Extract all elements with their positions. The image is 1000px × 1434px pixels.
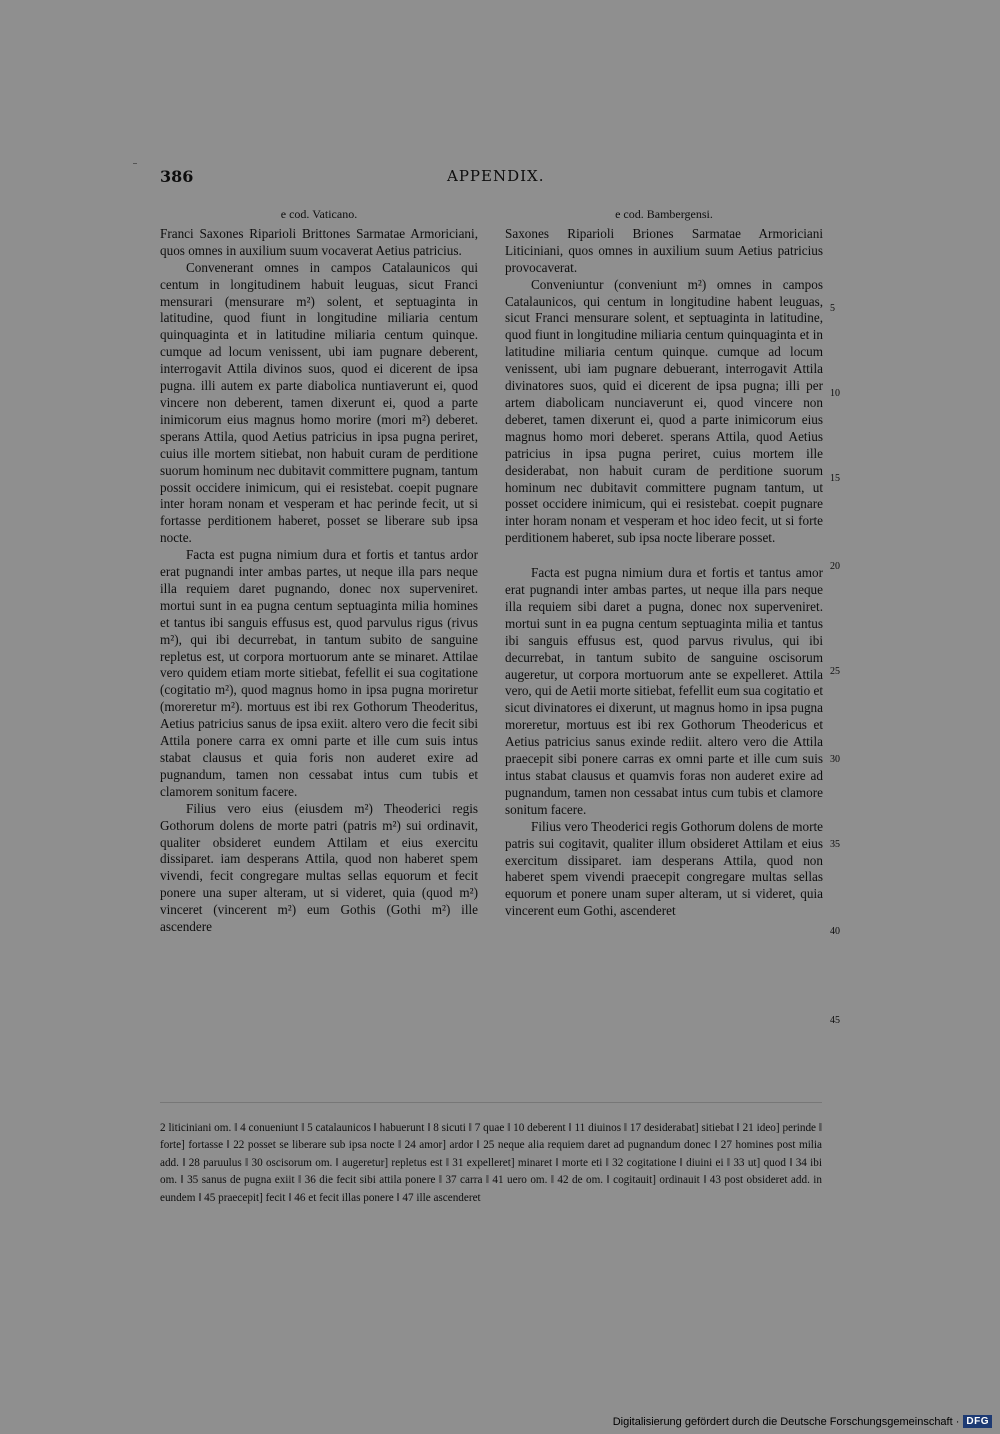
- right-paragraph-4: Filius vero Theoderici regis Gothorum dolens de morte patris sui cogitavit, qualiter illum obsideret Attilam et eius exercitum dissiparet. iam desperans Attila, quod non haberet spem vivendi praecepit congregare multas sellas equorum et ponere unam super alteram, ut si videret, quia vincerent eum Gothi, ascenderet: [505, 818, 823, 919]
- line-number: 30: [830, 754, 840, 765]
- left-paragraph-1: Franci Saxones Riparioli Brittones Sarmatae Armoriciani, quos omnes in auxilium suum vocaverat Aetius patricius.: [160, 225, 478, 258]
- left-paragraph-4: Filius vero eius (eiusdem m²) Theoderici regis Gothorum dolens de morte patri (patris m²) sui ordinavit, qualiter obsideret eundem Attilam et eius exercitu dissiparet. iam desperans Attila, quod non haberet spem vivendi, fecit congregare multas sellas equorum et fecit ponere una super alteram, ut si videret, quia (quod m²) vinceret (vincerent m²) eum Gothis (Gothi m²) ille ascendere: [160, 800, 478, 935]
- line-number: 15: [830, 473, 840, 484]
- line-number: 25: [830, 666, 840, 677]
- dfg-logo: DFG: [963, 1415, 992, 1428]
- line-number: 40: [830, 926, 840, 937]
- line-number: 5: [830, 303, 835, 314]
- page-number: 386: [160, 167, 194, 186]
- running-title: APPENDIX.: [447, 167, 545, 185]
- left-paragraph-2: Convenerant omnes in campos Catalaunicos qui centum in longitudinem habuit leuguas, sicut Franci mensurari (mensurare m²) solent, et septuaginta in latitudine, quod fiunt in longitudine miliaria centum quinquaginta et in latitudine miliaria centum quinque. cumque ad locum venissent, ubi iam pugnare deberent, interrogavit Attila divinos suos, quod ei dicerent de ipsa pugna. illi autem ex parte diabolica nuntiaverunt ei, quod vincere non deberent, tamen dixerunt ei, quod a parte inimicorum eius magnus homo morire (mori m²) deberet. sperans Attila, quod Aetius patricius in ipsa pugna periret, cuius ille mortem sitiebat, non habuit curam de perditione suorum hominum nec dubitavit committere pugnam, tantum possit occidere inimicum, qui ei resistebat. coepit pugnare inter horam nonam et vesperam et hac perinde fecit, ut si fortasse perditionem haberet, posset se liberare sub ipsa nocte.: [160, 259, 478, 546]
- right-paragraph-1: Saxones Riparioli Briones Sarmatae Armoriciani Liticiniani, quos omnes in auxilium suum Aetius patricius provocaverat.: [505, 225, 823, 275]
- left-column: [160, 206, 478, 936]
- left-column-title: e cod. Vaticano.: [280, 207, 358, 221]
- critical-apparatus: 2 liticiniani om. ‖ 4 conueniunt ‖ 5 catalaunicos ‖ habuerunt ‖ 8 sicuti ‖ 7 quae ‖ 10 deberent ‖ 11 diuinos ‖ 17 desiderabat] sitiebat ‖ 21 ideo] perinde ‖ forte] fortasse ‖ 22 posset se liberare sub ipsa nocte ‖ 24 amor] ardor ‖ 25 neque alia requiem daret ad pugnandum donec ‖ 27 homines post milia add. ‖ 28 paruulus ‖ 30 oscisorum om. ‖ augeretur] repletus est ‖ 31 expelleret] minaret ‖ morte eti ‖ 32 cogitatione ‖ diuini ei ‖ 33 ut] quod ‖ 34 ibi om. ‖ 35 sanus de pugna exiit ‖ 36 die fecit sibi attila ponere ‖ 37 carra ‖ 41 uero om. ‖ 42 de om. ‖ cogitauit] ordinauit ‖ 43 post obsideret add. in eundem ‖ 45 praecepit] fecit ‖ 46 et fecit illas ponere ‖ 47 ille ascenderet: [160, 1122, 822, 1204]
- line-number: 45: [830, 1015, 840, 1026]
- right-paragraph-2: Conveniuntur (conveniunt m²) omnes in campos Catalaunicos, qui centum in longitudine habent leuguas, sicut Franci mensurare solent, et septuaginta in latitudine, quod fiunt in longitudine miliaria centum quinquaginta et in latitudine miliaria centum quinque. cumque ad locum venissent, ubi iam pugnare debuerant, interrogavit Attila divinatores suos, quid ei dicerent de ipsa pugna; illi per artem diabolicam nunciaverunt ei, quod vincere non deberet, tamen dixerunt ei, quod a parte inimicorum eius magnus homo mori deberet. sperans Attila, quod Aetius patricius in ipsa pugna periret, cuius mortem ille desiderabat, non habuit curam de perditione suorum hominum nec dubitavit committere pugnam tantum, ut posset occidere inimicum, qui ei resistebat. coepit pugnare inter horam nonam et vesperam et hoc ideo fecit, ut si forte perditionem haberet, sub ipsa nocte liberare posset.: [505, 276, 823, 546]
- line-number: 10: [830, 388, 840, 399]
- left-paragraph-3: Facta est pugna nimium dura et fortis et tantus ardor erat pugnandi inter ambas partes, ut neque illa pars neque illa requiem daret pugnando, donec nox superveniret. mortui sunt in ea pugna centum septuaginta milia homines et tantus ibi sanguis effusus est, quod parvulus rigus (rivus m²), qui ibi decurrebat, in tantum subito de sanguine repletus est, ut corpora mortuorum ante se minaret. Attilae vero quidem etiam morte sitiebat, fefellit ei sua cogitatione (cogitatio m²), quod magnus homo in ipsa pugna moriretur (moreretur m²). mortuus est ibi rex Gothorum Theoderitus, Aetius patricius sanus de ipsa exiit. altero vero die fecit sibi Attila ponere carra ex omni parte et ille cum suis intus stabat clausus et quia foris non auderet exire ad pugnandum, tamen non cessabat intus cum tubis et clamorem sonitum facere.: [160, 547, 478, 799]
- right-column: [505, 206, 823, 920]
- right-paragraph-3: Facta est pugna nimium dura et fortis et tantus amor erat pugnandi inter ambas partes, ut neque illa pars neque illa requiem sibi daret a pugna, donec nox superveniret. mortui sunt in ea pugna centum septuaginta milia et tantus ibi sanguis effusus est, quod parvus rivulus, qui ibi decurrebat, in tantum subito de sanguine oscisorum augeretur, ut corpora mortuorum ante se expelleret. Attila vero, qui de Aetii morte sitiebat, fefellit eum sua cogitatio et sicut divinatores ei dixerunt, ut magnus homo in ipsa pugna moreretur, mortuus est ibi rex Gothorum Theodericus et Aetius patricius sanus exinde rediit. altero vero die Attila praecepit sibi ponere carras ex omni parte et ille cum suis intus stabat clausus et quamvis foras non auderet exire ad pugnandum, tamen non cessabat intus cum tubis et clamore sonitum facere.: [505, 565, 823, 817]
- footer: [613, 1415, 992, 1428]
- margin-mark: [133, 163, 137, 164]
- footnote-divider: [160, 1102, 822, 1103]
- footer-credit: Digitalisierung gefördert durch die Deutsche Forschungsgemeinschaft ·: [612, 1415, 960, 1428]
- right-column-title: e cod. Bambergensi.: [615, 207, 713, 221]
- line-number: 35: [830, 839, 840, 850]
- line-number: 20: [830, 561, 840, 572]
